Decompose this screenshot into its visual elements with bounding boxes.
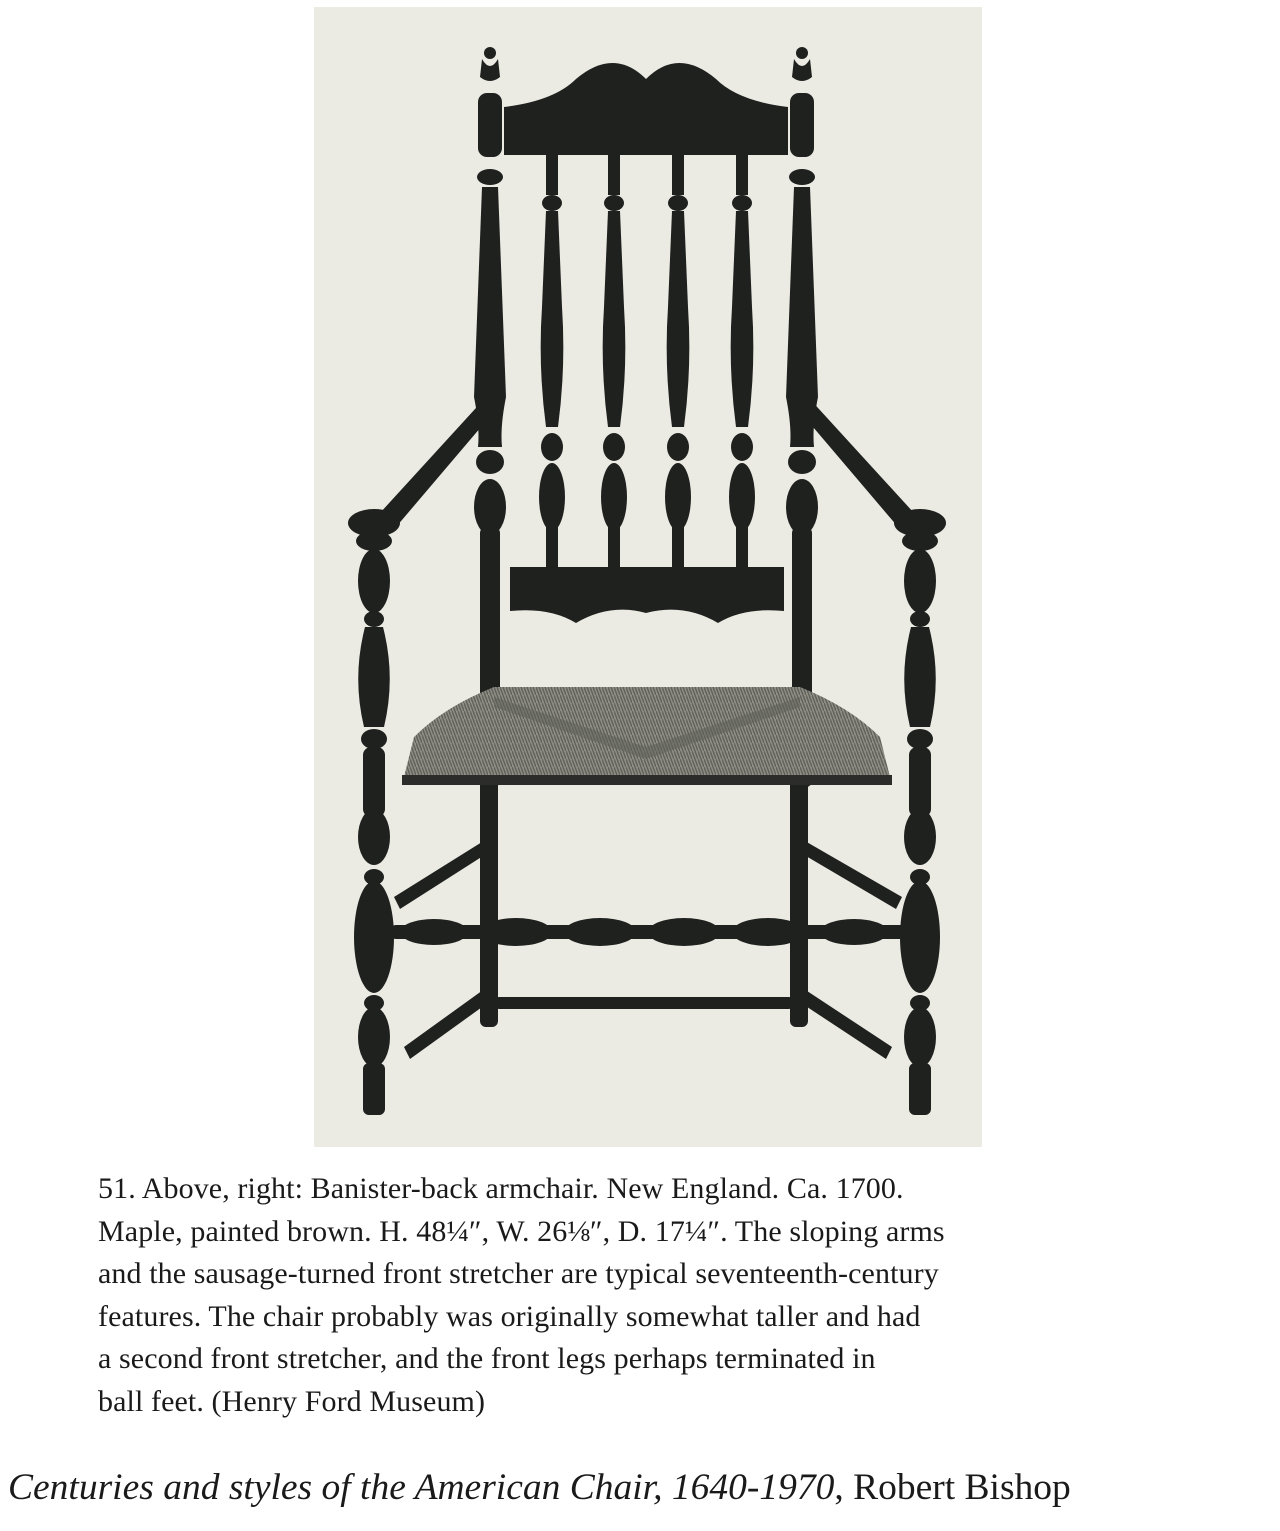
- caption-line: and the sausage-turned front stretcher are typical seventeenth-century: [98, 1257, 939, 1291]
- rear-legs: [480, 777, 808, 1027]
- rush-seat: [402, 687, 892, 785]
- book-author: Robert Bishop: [853, 1467, 1071, 1508]
- figure-caption: [98, 1168, 1198, 1424]
- caption-line: 51. Above, right: Banister-back armchair. New England. Ca. 1700.: [98, 1172, 904, 1205]
- back-posts: [474, 47, 818, 787]
- side-stretchers: [394, 837, 902, 1059]
- credit-separator: ,: [834, 1467, 854, 1508]
- book-title: Centuries and styles of the American Chair, 1640-1970: [8, 1467, 835, 1508]
- front-stretcher: [390, 918, 906, 946]
- caption-line: ball feet. (Henry Ford Museum): [98, 1384, 486, 1418]
- banisters: [539, 155, 755, 571]
- banister-back-armchair-illustration: [314, 7, 982, 1147]
- caption-line: features. The chair probably was originally somewhat taller and had: [98, 1299, 921, 1333]
- chair-photograph: [314, 7, 982, 1147]
- sloping-arms: [348, 397, 946, 537]
- crest-rail: [504, 63, 788, 155]
- lower-back-rail: [510, 567, 784, 623]
- caption-line: a second front stretcher, and the front legs perhaps terminated in: [98, 1342, 876, 1376]
- caption-line: Maple, painted brown. H. 48¼″, W. 26⅛″, D. 17¼″. The sloping arms: [98, 1214, 945, 1248]
- source-credit: [8, 1466, 1278, 1510]
